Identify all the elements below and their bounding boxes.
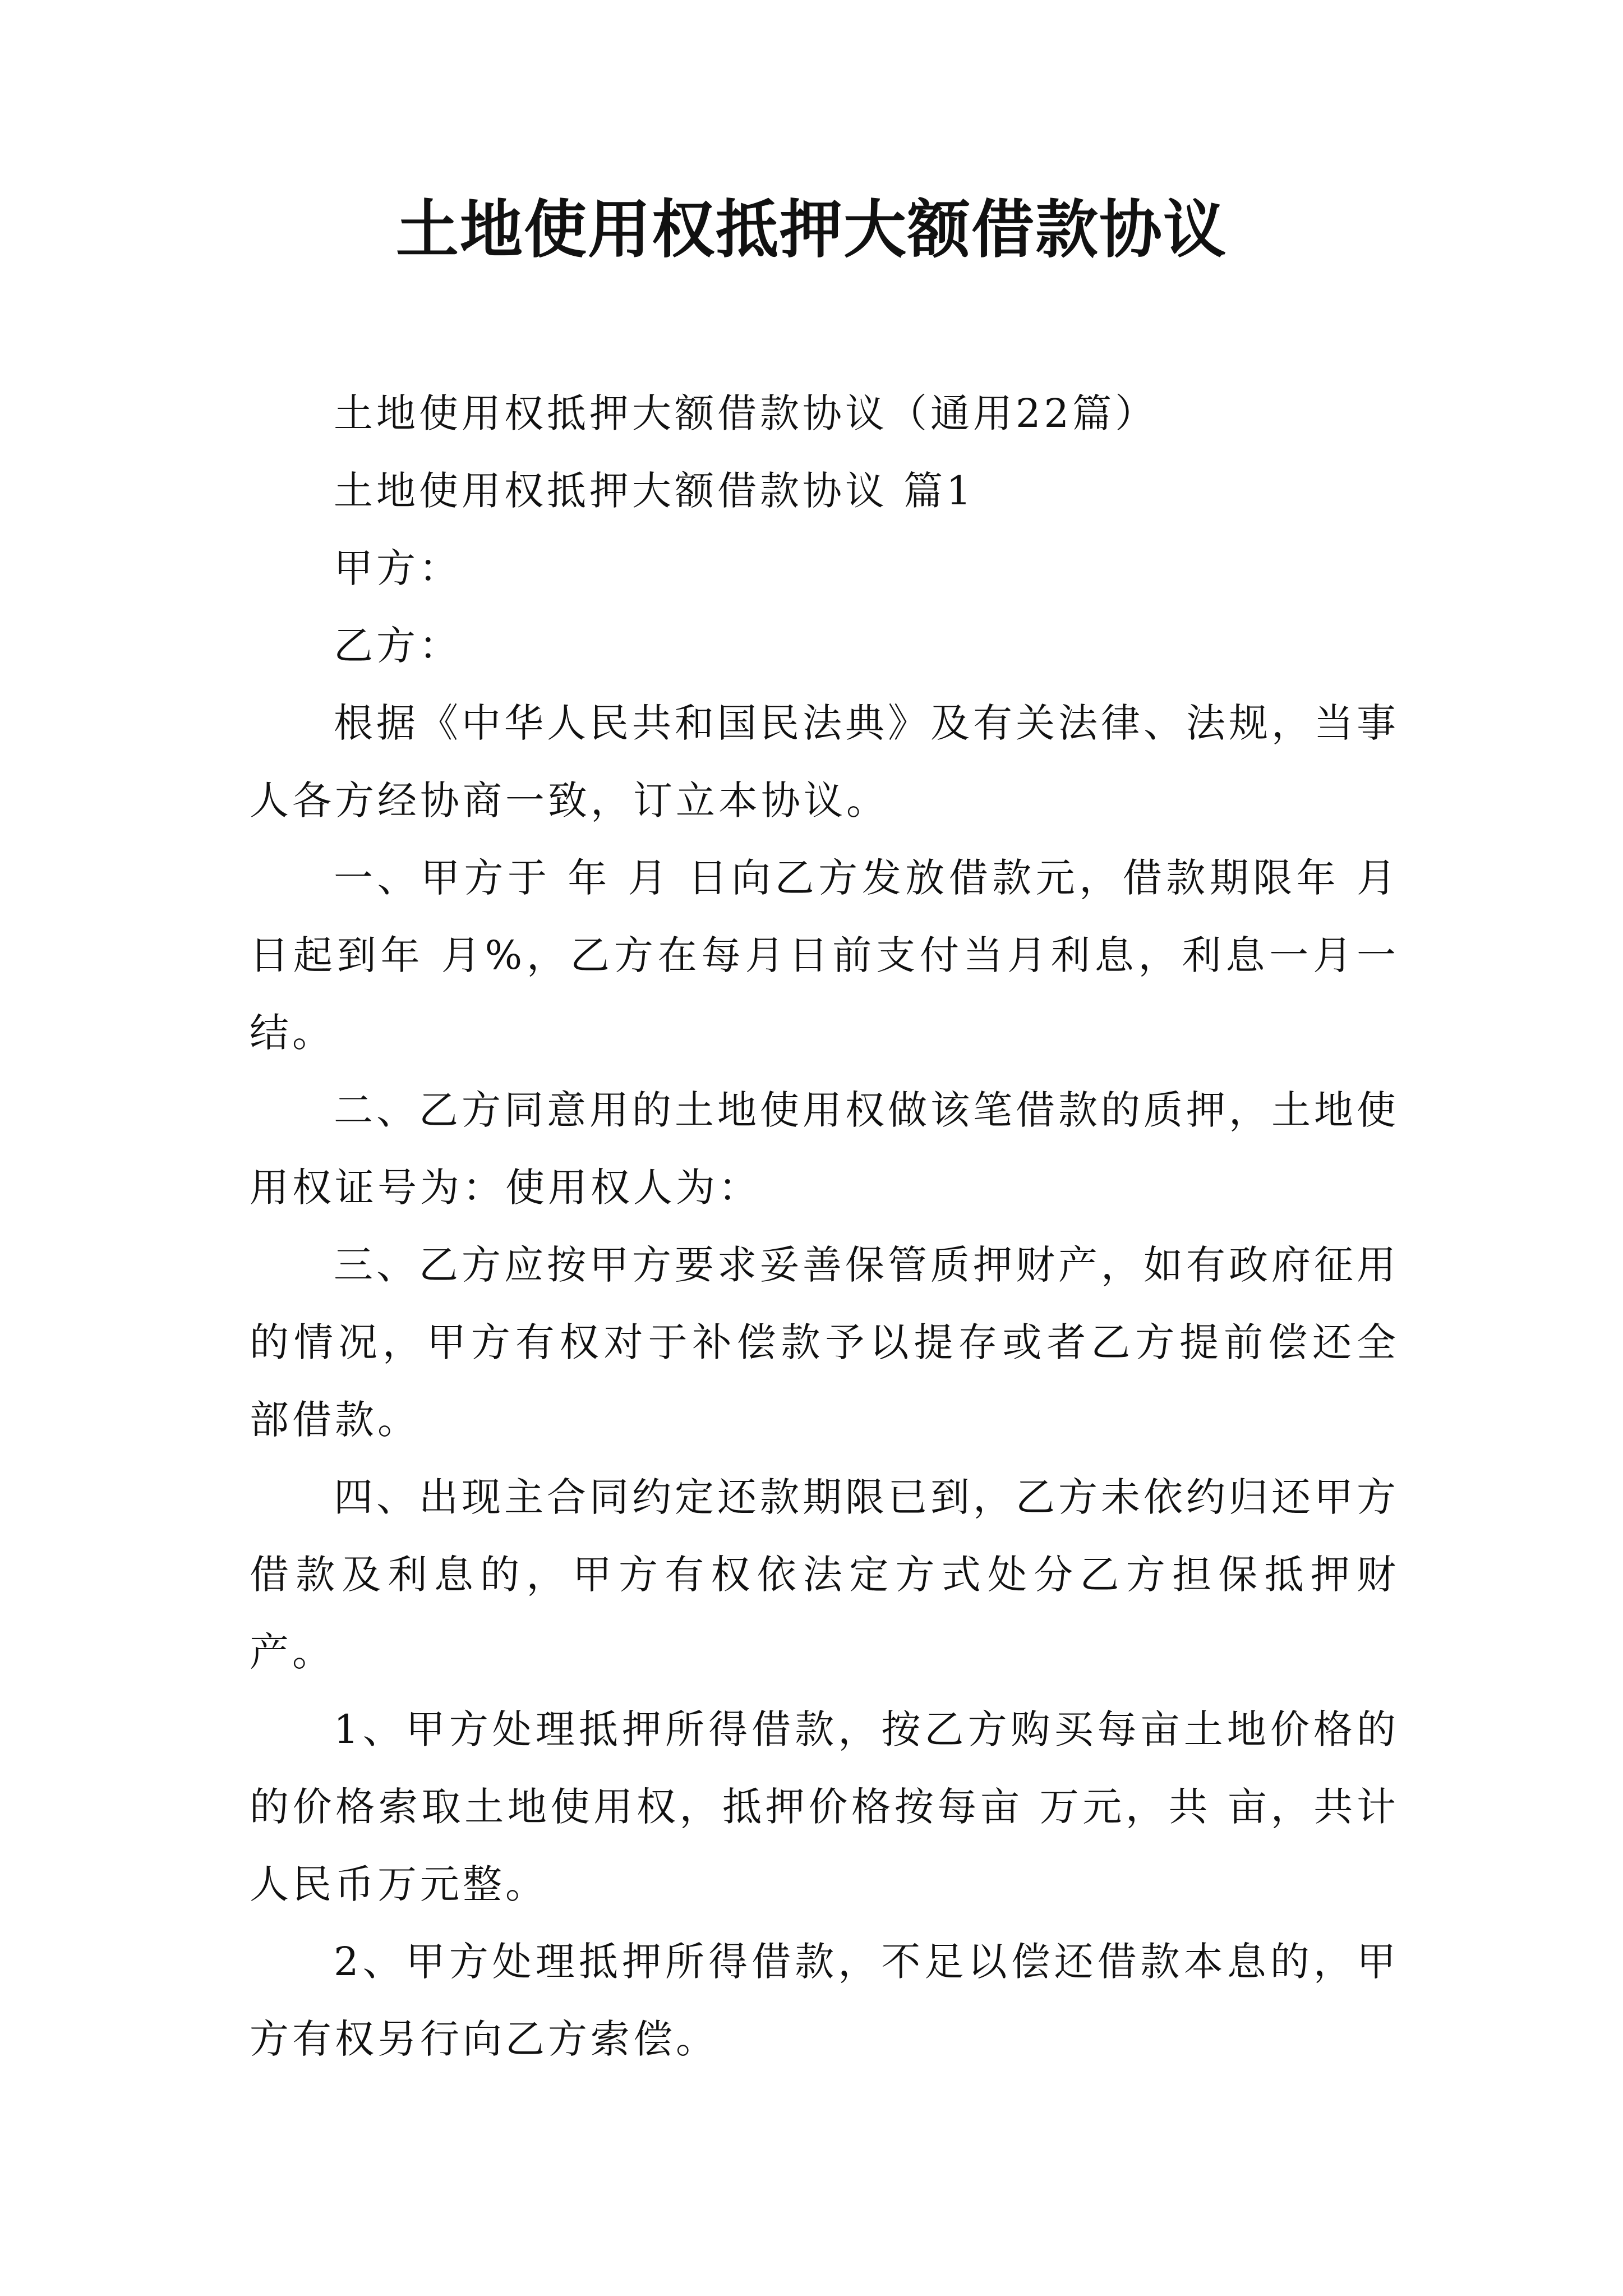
document-body	[250, 375, 1399, 2078]
paragraph-clause-4: 四、出现主合同约定还款期限已到，乙方未依约归还甲方借款及利息的，甲方有权依法定方式处分乙方担保抵押财产。	[250, 1474, 1399, 1675]
paragraph-preamble: 根据《中华人民共和国民法典》及有关法律、法规，当事人各方经协商一致，订立本协议。	[250, 700, 1399, 823]
paragraph-party-a: 甲方：	[334, 545, 462, 591]
paragraph-subclause-1: 1、甲方处理抵押所得借款，按乙方购买每亩土地价格的的价格索取土地使用权，抵押价格按每亩 万元，共 亩，共计人民币万元整。	[250, 1706, 1399, 1907]
paragraph-subtitle: 土地使用权抵押大额借款协议（通用22篇）	[334, 390, 1158, 436]
paragraph-clause-1: 一、甲方于 年 月 日向乙方发放借款元，借款期限年 月 日起到年 月%，乙方在每月日前支付当月利息，利息一月一结。	[250, 855, 1399, 1056]
paragraph-section-heading: 土地使用权抵押大额借款协议 篇1	[334, 468, 975, 514]
paragraph-subclause-2: 2、甲方处理抵押所得借款，不足以偿还借款本息的，甲方有权另行向乙方索偿。	[250, 1939, 1399, 2062]
paragraph-clause-3: 三、乙方应按甲方要求妥善保管质押财产，如有政府征用的情况，甲方有权对于补偿款予以提存或者乙方提前偿还全部借款。	[250, 1242, 1399, 1443]
paragraph-party-b: 乙方：	[334, 623, 462, 669]
paragraph-clause-2: 二、乙方同意用的土地使用权做该笔借款的质押，土地使用权证号为：使用权人为：	[250, 1087, 1399, 1211]
document-title: 土地使用权抵押大额借款协议	[396, 193, 1227, 266]
